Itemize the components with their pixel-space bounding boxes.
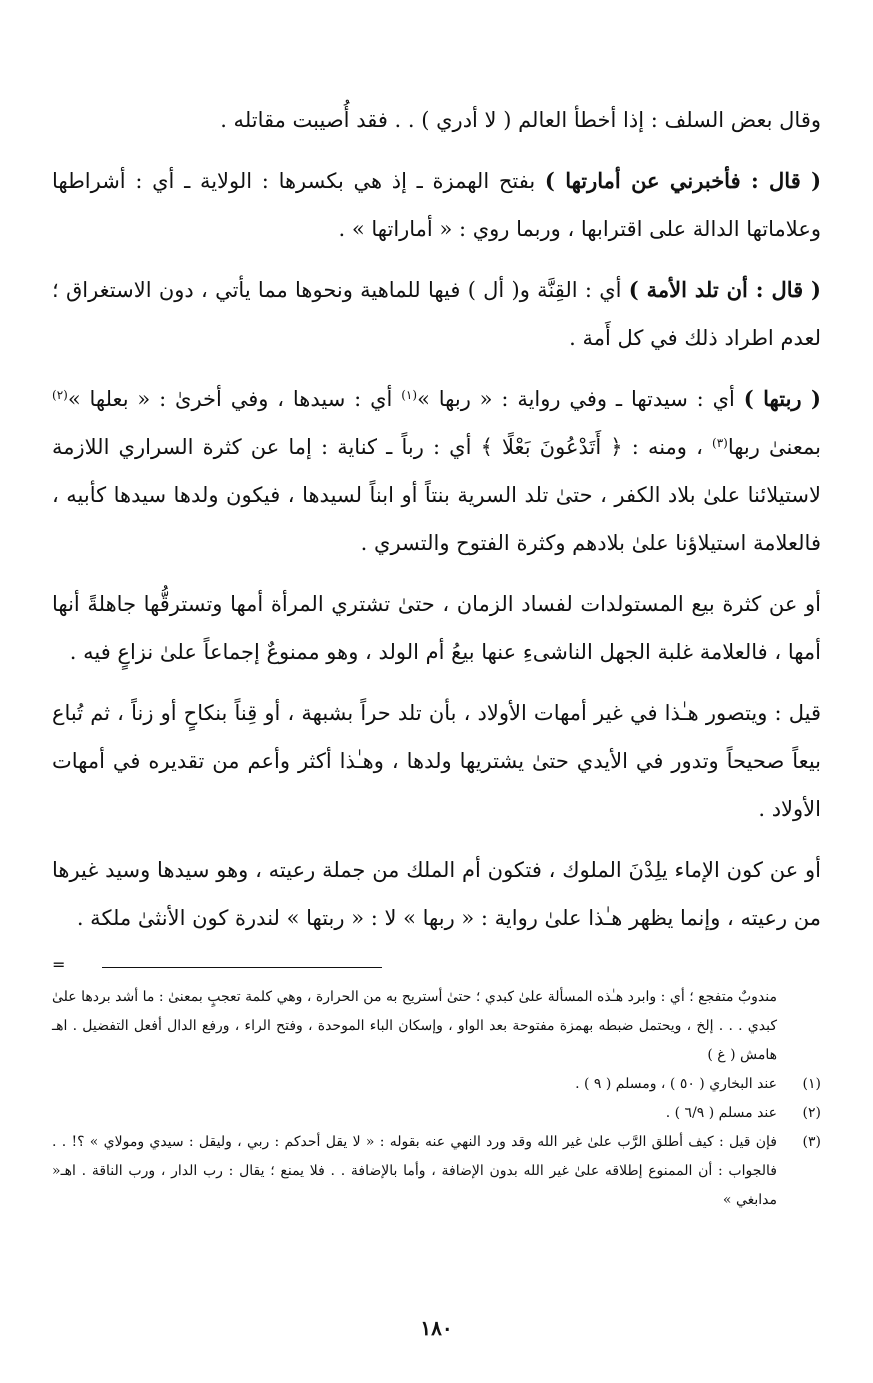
footnote-reference: (١) bbox=[401, 388, 418, 402]
footnotes bbox=[52, 983, 821, 1215]
footnote-text: فإن قيل : كيف أطلق الرَّب علىٰ غير الله وقد ورد النهي عنه بقوله : « لا يقل أحدكم : ربي ، وليقل : سيدي ومولاي » ؟! . . فالجواب : أن الممنوع إطلاقه علىٰ غير الله بدون الإضافة ، وأما بالإضافة . . فلا يمنع ؛ يقال : رب الدار ، ورب الناقة . اهـ« مدابغي » bbox=[52, 1134, 777, 1208]
footnote-3 bbox=[52, 1128, 821, 1215]
commentary-text: أو عن كون الإماء يلِدْنَ الملوك ، فتكون أم الملك من جملة رعيته ، وهو سيدها وسيد غيرها من رعيته ، وإنما يظهر هـٰذا علىٰ رواية : « ربها » لا : « ربتها » لندرة كون الأنثىٰ ملكة . bbox=[52, 858, 821, 930]
commentary-text: بفتح الهمزة ـ إذ هي بكسرها : الولاية ـ أي : أشراطها وعلاماتها الدالة على اقترابها ، وربما روي : « أماراتها » . bbox=[52, 169, 821, 241]
paragraph bbox=[52, 375, 821, 567]
commentary-text: بمعنىٰ ربها bbox=[727, 435, 821, 459]
main-text bbox=[52, 96, 821, 942]
commentary-text: أي : سيدها ، وفي أخرىٰ : « بعلها » bbox=[67, 387, 402, 411]
footnote-continuation-text: مندوبٌ متفجع ؛ أي : وابرد هـٰذه المسألة علىٰ كبدي ؛ حتىٰ أستريح به من الحرارة ، وهي كلمة تعجبٍ بمعنىٰ : ما أشد بردها علىٰ كبدي . . . إلخ ، ويحتمل ضبطه بهمزة مفتوحة بعد الواو ، وإسكان الباء الموحدة ، وفتح الراء ، ورفع الدال أفعل التفضيل . اهـ هامش ( غ ) bbox=[52, 989, 777, 1063]
hadith-quote: ( ربتها ) bbox=[743, 386, 821, 411]
commentary-text: قيل : ويتصور هـٰذا في غير أمهات الأولاد ، بأن تلد حراً بشبهة ، أو قِناً بنكاحٍ أو زناً ، ثم تُباع بيعاً صحيحاً وتدور في الأيدي حتىٰ يشتريها ولدها ، وهـٰذا أكثر وأعم من تقديره في أمهات الأولاد . bbox=[52, 701, 821, 821]
commentary-text: وقال بعض السلف : إذا أخطأ العالم ( لا أدري ) . . فقد أُصيبت مقاتله . bbox=[220, 108, 821, 132]
hadith-quote: ( قال : فأخبرني عن أمارتها ) bbox=[544, 168, 821, 193]
paragraph bbox=[52, 846, 821, 942]
continuation-mark: = bbox=[52, 955, 66, 974]
paragraph bbox=[52, 580, 821, 676]
commentary-text: أي : سيدتها ـ وفي رواية : « ربها » bbox=[417, 387, 744, 411]
footnote-2 bbox=[52, 1099, 821, 1128]
footnote-continuation bbox=[52, 983, 821, 1070]
hadith-quote: ( قال : أن تلد الأمة ) bbox=[628, 277, 821, 302]
commentary-text: أو عن كثرة بيع المستولدات لفساد الزمان ، حتىٰ تشتري المرأة أمها وتسترقُّها جاهلةً أنها أمها ، فالعلامة غلبة الجهل الناشىءِ عنها بيعُ أم الولد ، وهو ممنوعٌ إجماعاً علىٰ نزاعٍ فيه . bbox=[52, 592, 821, 664]
footnote-reference: (٣) bbox=[712, 436, 728, 450]
footnote-number: (١) bbox=[802, 1076, 821, 1092]
footnote-reference: (٢) bbox=[52, 388, 68, 402]
footnote-text: عند البخاري ( ٥٠ ) ، ومسلم ( ٩ ) . bbox=[575, 1076, 777, 1092]
paragraph bbox=[52, 96, 821, 144]
commentary-text: أي : القِنَّة و( أل ) فيها للماهية ونحوها مما يأتي ، دون الاستغراق ؛ لعدم اطراد ذلك في كل أَمة . bbox=[52, 278, 821, 350]
paragraph bbox=[52, 689, 821, 833]
paragraph bbox=[52, 157, 821, 253]
footnote-1 bbox=[52, 1070, 821, 1099]
footnote-number: (٣) bbox=[802, 1134, 821, 1150]
paragraph bbox=[52, 266, 821, 362]
page-number: ١٨٠ bbox=[420, 1316, 453, 1340]
separator-line bbox=[102, 967, 382, 968]
footnote-number: (٢) bbox=[802, 1105, 821, 1121]
footnote-text: عند مسلم ( ٦/٩ ) . bbox=[665, 1105, 777, 1121]
footnote-separator bbox=[52, 955, 821, 977]
commentary-text: ، ومنه : ﴿ أَتَدْعُونَ بَعْلًا ﴾ أي : رباً ـ كناية : إما عن كثرة السراري اللازمة لاستيلائنا علىٰ بلاد الكفر ، حتىٰ تلد السرية بنتاً أو ابناً لسيدها ، فيكون ولدها سيدها كأبيه ، فالعلامة استيلاؤنا علىٰ بلادهم وكثرة الفتوح والتسري . bbox=[52, 435, 821, 555]
